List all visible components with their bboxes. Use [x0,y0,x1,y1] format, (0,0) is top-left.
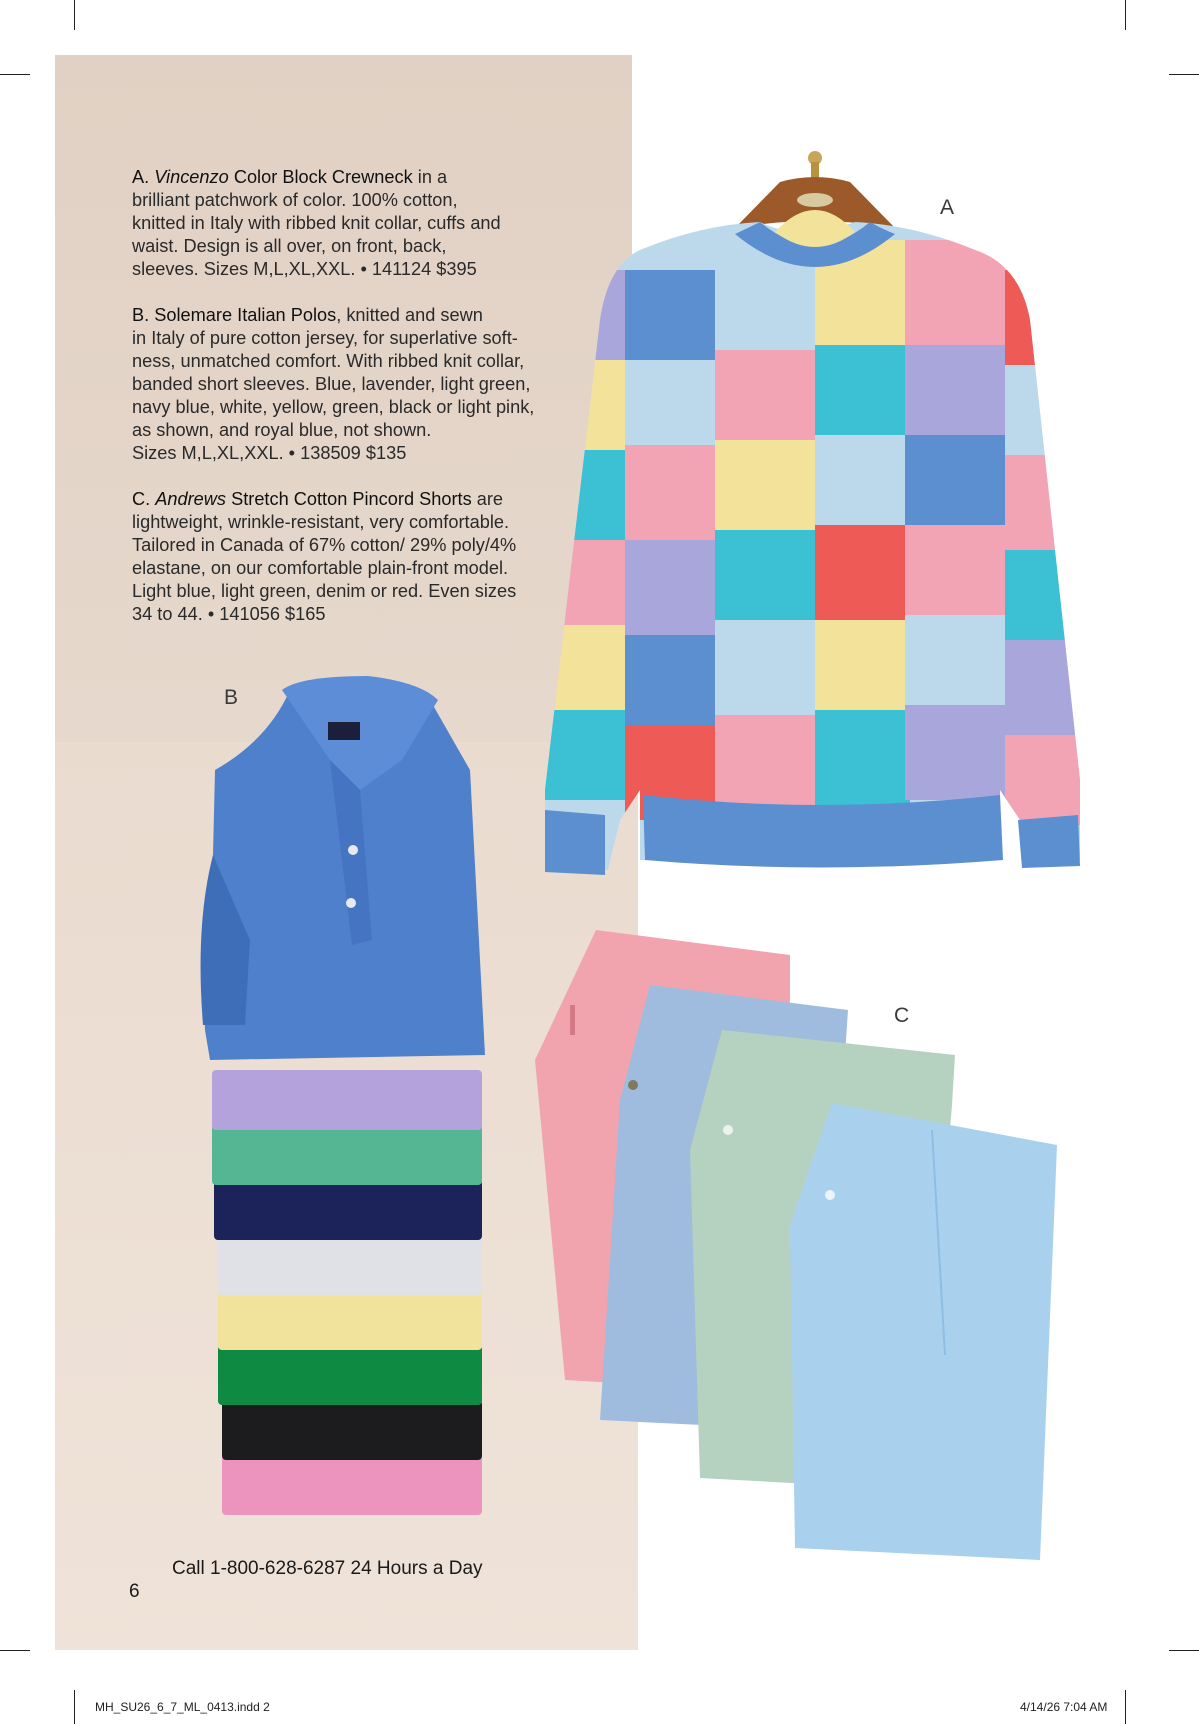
product-c-line: Light blue, light green, denim or red. Even sizes [132,581,517,601]
product-b-desc-start: , knitted and sewn [336,305,483,325]
product-b-line: as shown, and royal blue, not shown. [132,420,432,440]
product-b-letter: B. [132,305,150,325]
product-c-line: elastane, on our comfortable plain-front model. [132,558,509,578]
product-c-desc-start: are [476,489,504,509]
product-a-name: Color Block Crewneck [233,167,413,187]
product-a-line: sleeves. Sizes M,L,XL,XXL. • 141124 $395 [132,259,477,279]
product-b-line: ness, unmatched comfort. With ribbed knit collar, [132,351,525,371]
product-a-line: knitted in Italy with ribbed knit collar, cuffs and [132,213,501,233]
product-b-line: navy blue, white, yellow, green, black or light pink, [132,397,535,417]
product-c-line: 34 to 44. • 141056 $165 [132,604,326,624]
slug-filename: MH_SU26_6_7_ML_0413.indd 2 [95,1700,270,1714]
product-a-name-italic: Vincenzo [154,167,229,187]
label-a: A [940,196,955,219]
product-a-letter: A. [132,167,150,187]
product-a-line: waist. Design is all over, on front, back, [132,236,447,256]
label-b: B [224,686,239,709]
product-c-line: lightweight, wrinkle-resistant, very comfortable. [132,512,510,532]
product-b-line: in Italy of pure cotton jersey, for superlative soft- [132,328,518,348]
label-c: C [894,1004,910,1027]
product-b-name: Solemare Italian Polos [154,305,337,325]
product-c-name: Stretch Cotton Pincord Shorts [231,489,472,509]
product-c-name-italic: Andrews [155,489,227,509]
product-a-desc-start: in a [417,167,448,187]
product-c-line: Tailored in Canada of 67% cotton/ 29% poly/4% [132,535,517,555]
page-number: 6 [129,1581,140,1602]
product-b-line: banded short sleeves. Blue, lavender, light green, [132,374,531,394]
product-c-letter: C. [132,489,151,509]
product-a-line: brilliant patchwork of color. 100% cotton, [132,190,458,210]
footer-phone: Call 1-800-628-6287 24 Hours a Day [172,1558,483,1579]
product-b-line: Sizes M,L,XL,XXL. • 138509 $135 [132,443,407,463]
slug-timestamp: 4/14/26 7:04 AM [1020,1700,1108,1714]
